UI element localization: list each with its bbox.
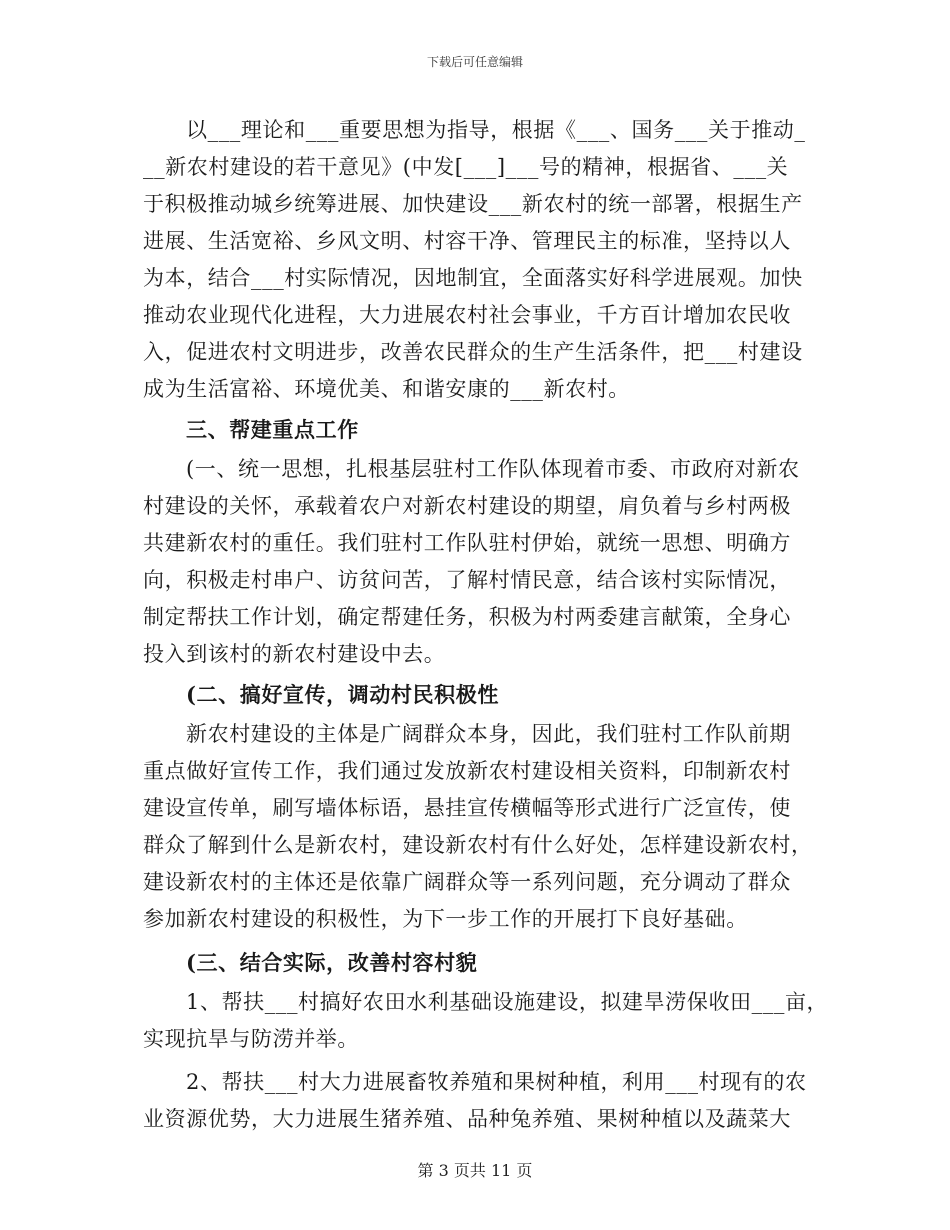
body-line: 进展、生活宽裕、乡风文明、村容干净、管理民主的标准，坚持以人 xyxy=(143,229,791,253)
body-line: 以___理论和___重要思想为指导，根据《___、国务___关于推动_ xyxy=(186,118,806,142)
page-header: 下载后可任意编辑 xyxy=(426,55,523,69)
subsection-heading: (三、结合实际，改善村容村貌 xyxy=(186,950,478,975)
body-line: 向，积极走村串户、访贫问苦，了解村情民意，结合该村实际情况， xyxy=(143,568,791,592)
body-line: (一、统一思想，扎根基层驻村工作队体现着市委、市政府对新农 xyxy=(186,457,800,481)
section-heading: 三、帮建重点工作 xyxy=(186,417,359,442)
body-line: 2、帮扶___村大力进展畜牧养殖和果树种植，利用___村现有的农 xyxy=(186,1070,807,1094)
body-line: 于积极推动城乡统筹进展、加快建设___新农村的统一部署，根据生产 xyxy=(143,192,803,216)
body-line: 村建设的关怀，承载着农户对新农村建设的期望，肩负着与乡村两极 xyxy=(143,494,791,518)
body-line: 建设新农村的主体还是依靠广阔群众等一系列问题，充分调动了群众 xyxy=(143,870,791,894)
body-line: 重点做好宣传工作，我们通过发放新农村建设相关资料，印制新农村 xyxy=(143,759,791,783)
body-line: 成为生活富裕、环境优美、和谐安康的___新农村。 xyxy=(143,377,630,401)
body-line: 业资源优势，大力进展生猪养殖、品种兔养殖、果树种植以及蔬菜大 xyxy=(143,1107,791,1131)
body-line: __新农村建设的若干意见》(中发[___]___号的精神，根据省、___关 xyxy=(143,155,789,179)
page-footer: 第 3 页共 11 页 xyxy=(417,1161,533,1180)
body-line: 参加新农村建设的积极性，为下一步工作的开展打下良好基础。 xyxy=(143,907,748,931)
body-line: 推动农业现代化进程，大力进展农村社会事业，千方百计增加农民收 xyxy=(143,303,791,327)
body-line: 新农村建设的主体是广阔群众本身，因此，我们驻村工作队前期 xyxy=(186,722,791,746)
body-line: 共建新农村的重任。我们驻村工作队驻村伊始，就统一思想、明确方 xyxy=(143,531,791,555)
body-line: 投入到该村的新农村建设中去。 xyxy=(143,642,446,666)
document-body xyxy=(143,112,829,1138)
body-line: 入，促进农村文明进步，改善农民群众的生产生活条件，把___村建设 xyxy=(143,340,803,364)
body-line: 建设宣传单，刷写墙体标语，悬挂宣传横幅等形式进行广泛宣传，使 xyxy=(143,796,791,820)
body-line: 实现抗旱与防涝并举。 xyxy=(143,1027,359,1051)
body-line: 1、帮扶___村搞好农田水利基础设施建设，拟建旱涝保收田___亩， xyxy=(186,990,829,1014)
body-line: 群众了解到什么是新农村，建设新农村有什么好处，怎样建设新农村， xyxy=(143,833,813,857)
body-line: 为本，结合___村实际情况，因地制宜，全面落实好科学进展观。加快 xyxy=(143,266,803,290)
body-line: 制定帮扶工作计划，确定帮建任务，积极为村两委建言献策，全身心 xyxy=(143,605,791,629)
subsection-heading: (二、搞好宣传，调动村民积极性 xyxy=(186,682,499,707)
